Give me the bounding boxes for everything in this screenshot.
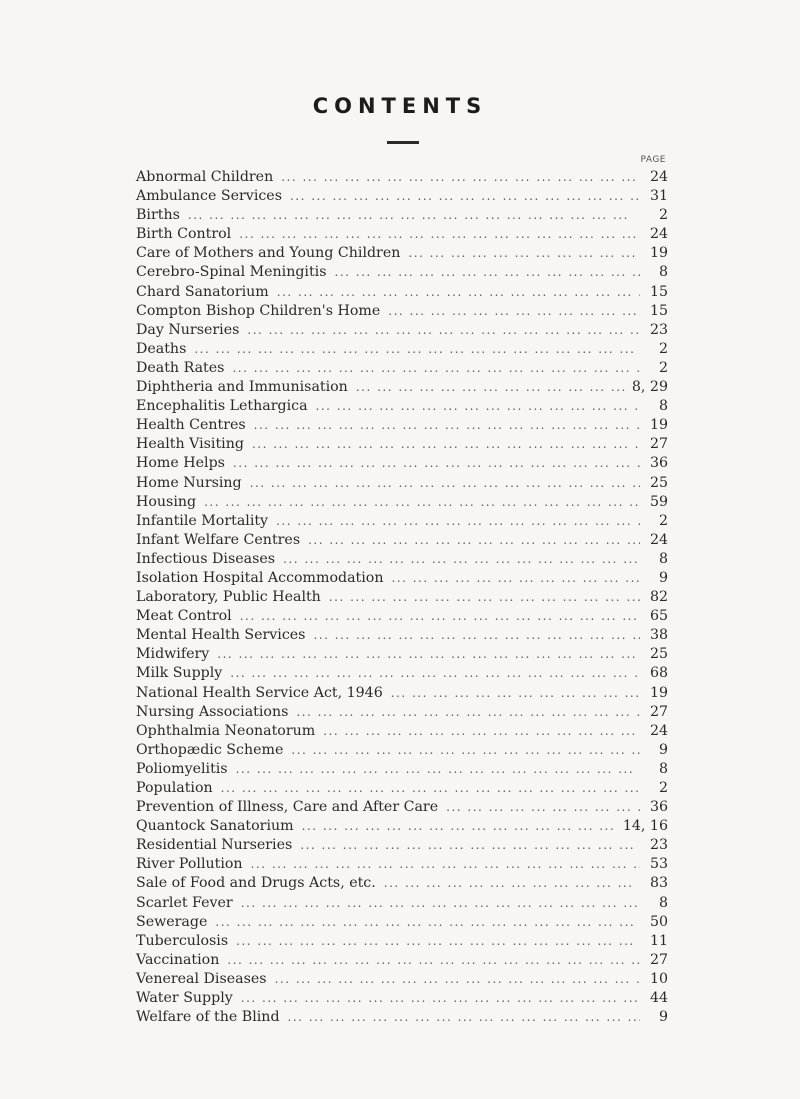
toc-entry (136, 989, 668, 1008)
toc-entry (136, 626, 668, 645)
toc-entry-label: Milk Supply (136, 665, 223, 682)
toc-entry (136, 359, 668, 378)
toc-entry-label: Orthopædic Scheme (136, 741, 284, 758)
toc-entry-label: Housing (136, 493, 197, 510)
toc-entry-label: Ophthalmia Neonatorum (136, 722, 316, 739)
toc-entry-page: 8 (658, 550, 668, 567)
toc-entry (136, 493, 668, 512)
toc-entry-page: 10 (649, 970, 668, 987)
toc-entry (136, 435, 668, 454)
dot-leader (276, 512, 640, 531)
toc-entry-page: 11 (649, 932, 668, 949)
dot-leader (239, 225, 640, 244)
title-underline (387, 141, 419, 144)
toc-entry (136, 321, 668, 340)
toc-entry-page: 25 (649, 646, 668, 663)
toc-entry (136, 645, 668, 664)
toc-entry-page: 31 (649, 188, 668, 205)
dot-leader (302, 817, 619, 836)
toc-entry-page: 27 (649, 436, 668, 453)
toc-entry-page: 36 (649, 455, 668, 472)
toc-entry (136, 569, 668, 588)
toc-entry (136, 454, 668, 473)
toc-entry-page: 24 (649, 226, 668, 243)
toc-entry-page: 19 (649, 245, 668, 262)
toc-entry-label: Tuberculosis (136, 932, 229, 949)
toc-entry (136, 913, 668, 932)
toc-entry (136, 168, 668, 187)
dot-leader (247, 321, 640, 340)
toc-entry (136, 703, 668, 722)
toc-entry (136, 588, 668, 607)
toc-entry-page: 8 (658, 264, 668, 281)
toc-entry-label: Ambulance Services (136, 188, 282, 205)
page-title: CONTENTS (312, 94, 488, 118)
dot-leader (236, 760, 640, 779)
toc-entry-page: 8 (658, 398, 668, 415)
toc-entry-label: Abnormal Children (136, 169, 274, 185)
dot-leader (252, 435, 640, 454)
toc-entry (136, 416, 668, 435)
toc-entry-page: 23 (649, 837, 668, 854)
toc-entry-label: Diphtheria and Immunisation (136, 379, 348, 396)
toc-entry-page: 2 (658, 359, 668, 376)
dot-leader (316, 397, 640, 416)
toc-entry (136, 664, 668, 683)
toc-entry (136, 684, 668, 703)
toc-entry-label: Quantock Sanatorium (136, 818, 294, 835)
toc-entry-label: Prevention of Illness, Care and After Care (136, 799, 439, 816)
toc-entry (136, 970, 668, 989)
dot-leader (323, 722, 640, 741)
toc-entry-label: Sale of Food and Drugs Acts, etc. (136, 875, 376, 892)
dot-leader (240, 607, 640, 626)
dot-leader (329, 588, 640, 607)
toc-entry (136, 951, 668, 970)
toc-entry-page: 15 (649, 283, 668, 300)
toc-entry (136, 741, 668, 760)
toc-entry-page: 50 (649, 913, 668, 930)
toc-entry (136, 760, 668, 779)
toc-entry-label: Births (136, 207, 180, 224)
toc-entry (136, 932, 668, 951)
dot-leader (215, 913, 640, 932)
toc-entry-label: Infantile Mortality (136, 512, 269, 529)
dot-leader (308, 531, 640, 550)
toc-entry-label: National Health Service Act, 1946 (136, 684, 383, 701)
toc-entry-label: Isolation Hospital Accommodation (136, 569, 384, 586)
toc-entry (136, 798, 668, 817)
toc-entry (136, 206, 668, 225)
toc-entry (136, 512, 668, 531)
dot-leader (194, 340, 640, 359)
toc-entry-label: Day Nurseries (136, 321, 240, 338)
dot-leader (232, 359, 640, 378)
dot-leader (356, 378, 628, 397)
toc-entry-page: 53 (649, 856, 668, 873)
toc-entry-page: 23 (649, 321, 668, 338)
toc-entry (136, 187, 668, 206)
toc-entry (136, 263, 668, 282)
toc-entry-label: Health Visiting (136, 436, 244, 453)
dot-leader (384, 874, 640, 893)
toc-entry (136, 302, 668, 321)
dot-leader (233, 454, 640, 473)
toc-entry-label: Birth Control (136, 226, 232, 243)
toc-entry-page: 25 (649, 474, 668, 491)
dot-leader (188, 206, 640, 225)
dot-leader (241, 989, 640, 1008)
dot-leader (288, 1008, 640, 1027)
toc-entry-page: 15 (649, 302, 668, 319)
toc-entry (136, 283, 668, 302)
toc-entry-page: 8, 29 (631, 379, 668, 396)
contents-list (136, 168, 668, 1027)
toc-entry-page: 38 (649, 627, 668, 644)
toc-entry-label: Vaccination (136, 951, 220, 968)
toc-entry (136, 817, 668, 836)
toc-entry-label: Water Supply (136, 990, 233, 1007)
toc-entry-label: Chard Sanatorium (136, 283, 269, 300)
toc-entry-label: Cerebro-Spinal Meningitis (136, 264, 327, 281)
toc-entry-page: 24 (649, 169, 668, 185)
toc-entry-page: 2 (658, 207, 668, 224)
toc-entry-label: Nursing Associations (136, 703, 289, 720)
dot-leader (277, 283, 640, 302)
toc-entry-page: 14, 16 (622, 818, 668, 835)
dot-leader (391, 684, 640, 703)
toc-entry (136, 1008, 668, 1027)
dot-leader (391, 569, 640, 588)
toc-entry (136, 855, 668, 874)
toc-entry-label: Residential Nurseries (136, 837, 293, 854)
dot-leader (446, 798, 640, 817)
toc-entry-page: 8 (658, 760, 668, 777)
toc-entry (136, 225, 668, 244)
toc-entry (136, 550, 668, 569)
toc-entry-label: Midwifery (136, 646, 210, 663)
toc-entry-page: 19 (649, 684, 668, 701)
dot-leader (236, 932, 640, 951)
toc-entry-page: 82 (649, 589, 668, 606)
toc-entry-label: Poliomyelitis (136, 760, 228, 777)
toc-entry-page: 19 (649, 417, 668, 434)
toc-entry (136, 836, 668, 855)
toc-entry (136, 397, 668, 416)
toc-entry-page: 9 (658, 1009, 668, 1026)
dot-leader (251, 855, 640, 874)
toc-entry-page: 36 (649, 799, 668, 816)
dot-leader (296, 703, 640, 722)
toc-entry (136, 244, 668, 263)
toc-entry-label: Scarlet Fever (136, 894, 233, 911)
dot-leader (335, 263, 641, 282)
toc-entry-page: 83 (649, 875, 668, 892)
toc-entry (136, 894, 668, 913)
dot-leader (283, 550, 640, 569)
dot-leader (204, 493, 640, 512)
toc-entry-label: Home Nursing (136, 474, 242, 491)
dot-leader (281, 168, 640, 187)
toc-entry (136, 531, 668, 550)
toc-entry-label: Home Helps (136, 455, 225, 472)
toc-entry (136, 779, 668, 798)
dot-leader (230, 664, 640, 683)
toc-entry (136, 874, 668, 893)
toc-entry-label: Infant Welfare Centres (136, 531, 301, 548)
toc-entry-page: 68 (649, 665, 668, 682)
toc-entry-page: 2 (658, 512, 668, 529)
toc-entry-label: Meat Control (136, 608, 232, 625)
toc-entry-page: 24 (649, 722, 668, 739)
toc-entry-page: 27 (649, 703, 668, 720)
dot-leader (291, 741, 640, 760)
toc-entry-page: 9 (658, 569, 668, 586)
toc-entry-label: Compton Bishop Children's Home (136, 302, 381, 319)
dot-leader (408, 244, 640, 263)
toc-entry (136, 340, 668, 359)
toc-entry-label: Encephalitis Lethargica (136, 398, 308, 415)
toc-entry-page: 24 (649, 531, 668, 548)
toc-entry-label: Population (136, 780, 213, 796)
toc-entry-label: Welfare of the Blind (136, 1009, 280, 1026)
toc-entry-page: 27 (649, 951, 668, 968)
dot-leader (250, 474, 640, 493)
toc-entry-label: Health Centres (136, 417, 246, 434)
dot-leader (217, 645, 640, 664)
dot-leader (313, 626, 640, 645)
toc-entry-page: 2 (658, 340, 668, 357)
toc-entry-label: Laboratory, Public Health (136, 589, 321, 606)
page-column-header: PAGE (640, 155, 666, 165)
dot-leader (227, 951, 640, 970)
toc-entry-label: River Pollution (136, 856, 243, 873)
toc-entry (136, 378, 668, 397)
toc-entry-page: 65 (649, 608, 668, 625)
toc-entry-label: Deaths (136, 340, 187, 357)
toc-entry-page: 9 (658, 741, 668, 758)
toc-entry-label: Mental Health Services (136, 627, 306, 644)
toc-entry (136, 607, 668, 626)
toc-entry-label: Infectious Diseases (136, 550, 276, 567)
dot-leader (275, 970, 640, 989)
dot-leader (388, 302, 640, 321)
toc-entry-label: Sewerage (136, 913, 208, 930)
toc-entry-label: Death Rates (136, 359, 225, 376)
dot-leader (290, 187, 640, 206)
toc-entry-page: 8 (658, 894, 668, 911)
toc-entry-label: Care of Mothers and Young Children (136, 245, 401, 262)
toc-entry (136, 722, 668, 741)
dot-leader (254, 416, 640, 435)
dot-leader (300, 836, 640, 855)
toc-entry-label: Venereal Diseases (136, 970, 267, 987)
toc-entry-page: 44 (649, 990, 668, 1007)
dot-leader (241, 894, 640, 913)
toc-entry-page: 59 (649, 493, 668, 510)
toc-entry-page: 2 (658, 780, 668, 796)
dot-leader (221, 779, 640, 798)
toc-entry (136, 474, 668, 493)
